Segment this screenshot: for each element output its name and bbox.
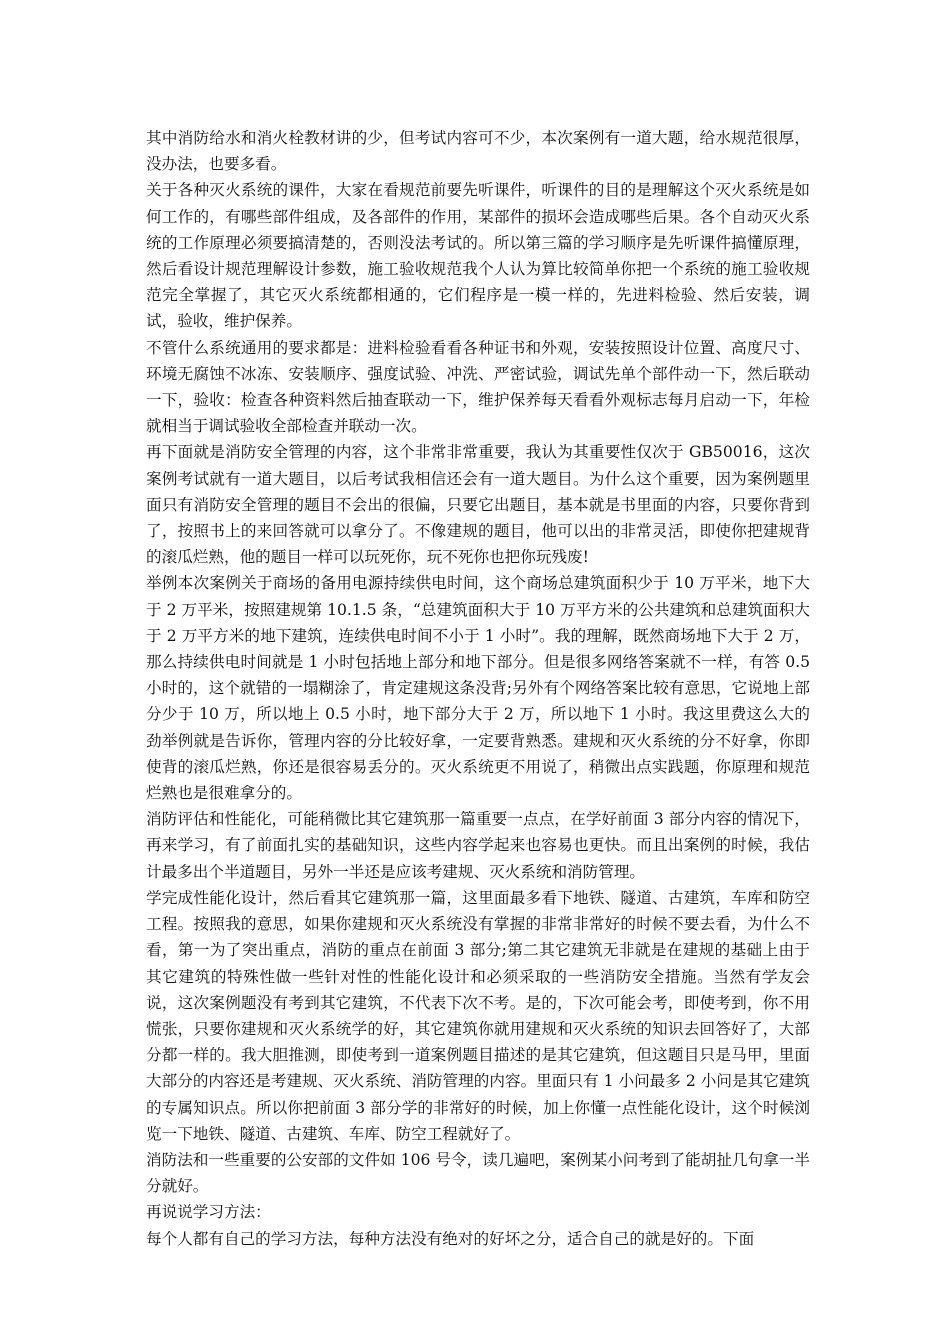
paragraph-assessment-performance: 消防评估和性能化，可能稍微比其它建筑那一篇重要一点点，在学好前面 3 部分内容的情况下，再来学习，有了前面扎实的基础知识，这些内容学起来也容易也更快。而且出案例的时候，我估计最多出个半道题目，另外一半还是应该考建规、灭火系统和消防管理。 xyxy=(146,810,810,881)
paragraph-other-buildings: 学完成性能化设计，然后看其它建筑那一篇，这里面最多看下地铁、隧道、古建筑，车库和防空工程。按照我的意思，如果你建规和灭火系统没有掌握的非常非常好的时候不要去看，为什么不看，第一为了突出重点，消防的重点在前面 3 部分;第二其它建筑无非就是在建规的基础上由于其它建筑的特殊性做一些针对性的性能化设计和必须采取的一些消防安全措施。当然有学友会说，这次案例题没有考到其它建筑，不代表下次不考。是的，下次可能会考，即使考到，你不用慌张，只要你建规和灭火系统学的好，其它建筑你就用建规和灭火系统的知识去回答好了，大部分都一样的。我大胆推测，即使考到一道案例题目描述的是其它建筑，但这题目只是马甲，里面大部分的内容还是考建规、灭火系统、消防管理的内容。里面只有 1 小问最多 2 小问是其它建筑的专属知识点。所以你把前面 3 部分学的非常好的时候，加上你懂一点性能化设计，这个时候浏览一下地铁、隧道、古建筑、车库、防空工程就好了。 xyxy=(146,888,810,1143)
paragraph-mall-power-example: 举例本次案例关于商场的备用电源持续供电时间，这个商场总建筑面积少于 10 万平米，地下大于 2 万平米，按照建规第 10.1.5 条，“总建筑面积大于 10 万平方米的公共建筑和总建筑面积大于 2 万平方米的地下建筑，连续供电时间不小于 1 小时”。我的理解，既然商场地下大于 2 万，那么持续供电时间就是 1 小时包括地上部分和地下部分。但是很多网络答案就不一样，有答 0.5 小时的，这个就错的一塌糊涂了，肯定建规这条没背;另外有个网络答案比较有意思，它说地上部分少于 10 万，所以地上 0.5 小时，地下部分大于 2 万，所以地下 1 小时。我这里费这么大的劲举例就是告诉你，管理内容的分比较好拿，一定要背熟悉。建规和灭火系统的分不好拿，你即使背的滚瓜烂熟，你还是很容易丢分的。灭火系统更不用说了，稍微出点实践题，你原理和规范烂熟也是很难拿分的。 xyxy=(146,574,810,803)
document-body xyxy=(146,125,810,1252)
paragraph-extinguishing-systems-courseware: 关于各种灭火系统的课件，大家在看规范前要先听课件，听课件的目的是理解这个灭火系统是如何工作的，有哪些部件组成，及各部件的作用，某部件的损坏会造成哪些后果。各个自动灭火系统的工作原理必须要搞清楚的，否则没法考试的。所以第三篇的学习顺序是先听课件搞懂原理，然后看设计规范理解设计参数，施工验收规范我个人认为算比较简单你把一个系统的施工验收规范完全掌握了，其它灭火系统都相通的，它们程序是一模一样的，先进料检验、然后安装，调试，验收，维护保养。 xyxy=(146,181,810,331)
paragraph-fire-safety-management: 再下面就是消防安全管理的内容，这个非常非常重要，我认为其重要性仅次于 GB50016，这次案例考试就有一道大题目，以后考试我相信还会有一道大题目。为什么这个重要，因为案例题里面只有消防安全管理的题目不会出的很偏，只要它出题目，基本就是书里面的内容，只要你背到了，按照书上的来回答就可以拿分了。不像建规的题目，他可以出的非常灵活，即使你把建规背的滚瓜烂熟，他的题目一样可以玩死你，玩不死你也把你玩残废! xyxy=(146,443,810,567)
paragraph-fire-water-supply: 其中消防给水和消火栓教材讲的少，但考试内容可不少，本次案例有一道大题，给水规范很厚，没办法，也要多看。 xyxy=(146,129,810,174)
paragraph-fire-law: 消防法和一些重要的公安部的文件如 106 号令，读几遍吧，案例某小问考到了能胡扯几句拿一半分就好。 xyxy=(146,1150,810,1196)
paragraph-study-method-heading: 再说说学习方法： xyxy=(146,1203,271,1222)
paragraph-general-system-requirements: 不管什么系统通用的要求都是：进料检验看看各种证书和外观，安装按照设计位置、高度尺寸、环境无腐蚀不冰冻、安装顺序、强度试验、冲洗、严密试验，调试先单个部件动一下，然后联动一下，验收：检查各种资料然后抽查联动一下，维护保养每天看看外观标志每月启动一下，年检就相当于调试验收全部检查并联动一次。 xyxy=(146,338,810,436)
paragraph-study-method-intro: 每个人都有自己的学习方法，每种方法没有绝对的好坏之分，适合自己的就是好的。下面 xyxy=(146,1229,755,1248)
